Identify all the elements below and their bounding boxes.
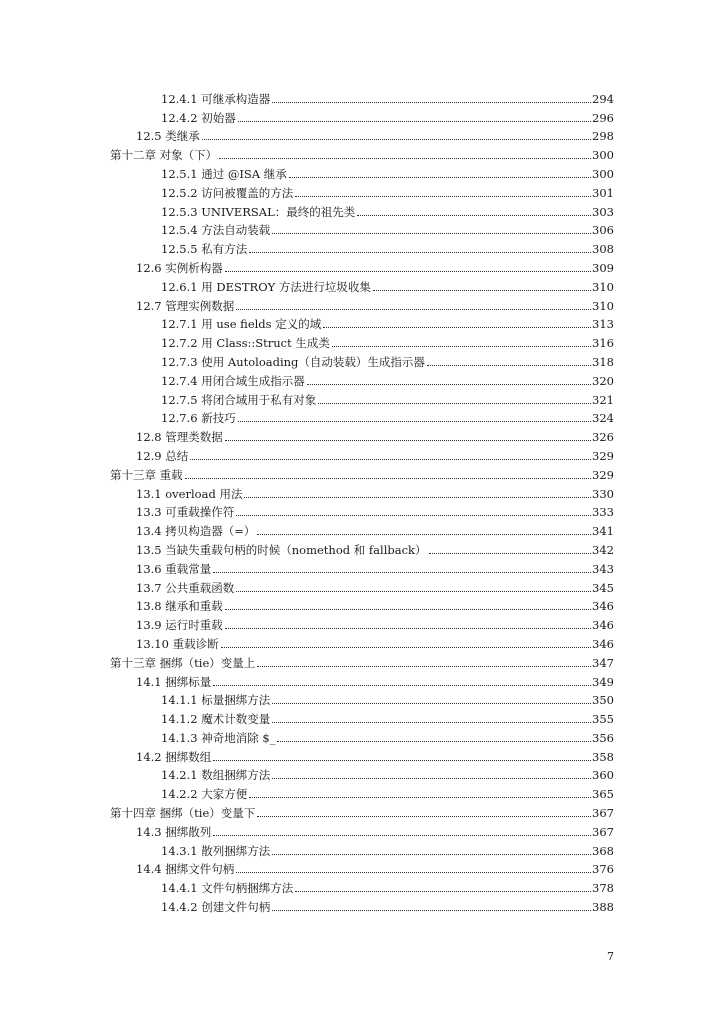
toc-entry-title: 12.5 类继承 <box>136 129 200 144</box>
toc-entry[interactable] <box>0 125 724 144</box>
toc-entry-page: 342 <box>592 542 614 557</box>
toc-dot-leader <box>202 138 591 140</box>
toc-entry[interactable] <box>0 162 724 181</box>
toc-entry[interactable] <box>0 595 724 614</box>
toc-dot-leader <box>213 571 591 573</box>
toc-entry-title: 13.6 重载常量 <box>136 561 212 576</box>
toc-dot-leader <box>225 270 591 272</box>
toc-entry-title: 13.10 重载诊断 <box>136 636 219 651</box>
toc-entry[interactable] <box>0 87 724 106</box>
toc-entry[interactable] <box>0 275 724 294</box>
toc-entry-page: 330 <box>592 486 614 501</box>
toc-dot-leader <box>190 458 591 460</box>
toc-entry-page: 303 <box>592 204 614 219</box>
toc-entry[interactable] <box>0 576 724 595</box>
toc-entry-page: 316 <box>592 336 614 351</box>
toc-entry-title: 12.4.1 可继承构造器 <box>161 91 271 106</box>
toc-dot-leader <box>318 402 591 404</box>
toc-entry-title: 13.5 当缺失重载句柄的时候（nomethod 和 fallback） <box>136 542 427 557</box>
toc-entry-page: 378 <box>592 881 614 896</box>
toc-entry-title: 12.7.1 用 use fields 定义的域 <box>161 317 322 332</box>
toc-entry[interactable] <box>0 313 724 332</box>
toc-entry-page: 310 <box>592 279 614 294</box>
toc-entry-page: 294 <box>592 91 614 106</box>
toc-entry-page: 326 <box>592 430 614 445</box>
toc-entry-title: 14.1.2 魔术计数变量 <box>161 712 271 727</box>
toc-dot-leader <box>225 608 591 610</box>
toc-entry-title: 13.1 overload 用法 <box>136 486 243 501</box>
toc-dot-leader <box>221 646 591 648</box>
toc-entry-title: 12.5.2 访问被覆盖的方法 <box>161 185 294 200</box>
toc-entry-page: 376 <box>592 862 614 877</box>
toc-entry-page: 298 <box>592 129 614 144</box>
toc-entry[interactable] <box>0 689 724 708</box>
toc-entry-title: 14.4 捆绑文件句柄 <box>136 862 235 877</box>
toc-entry[interactable] <box>0 519 724 538</box>
toc-dot-leader <box>272 909 591 911</box>
toc-entry-title: 13.4 拷贝构造器（=） <box>136 524 256 539</box>
toc-dot-leader <box>427 364 591 366</box>
toc-entry-title: 14.3 捆绑散列 <box>136 824 212 839</box>
toc-entry-title: 12.7.2 用 Class::Struct 生成类 <box>161 336 330 351</box>
toc-entry-page: 367 <box>592 824 614 839</box>
toc-entry-page: 320 <box>592 373 614 388</box>
table-of-contents <box>0 87 724 914</box>
toc-entry-title: 14.1.1 标量捆绑方法 <box>161 693 271 708</box>
toc-entry-title: 14.2.1 数组捆绑方法 <box>161 768 271 783</box>
toc-dot-leader <box>238 420 591 422</box>
toc-entry[interactable] <box>0 106 724 125</box>
toc-dot-leader <box>332 345 591 347</box>
toc-entry-title: 14.1.3 神奇地消除 $_ <box>161 730 276 745</box>
toc-entry-title: 12.5.3 UNIVERSAL：最终的祖先类 <box>161 204 356 219</box>
toc-entry-title: 12.4.2 初始器 <box>161 110 236 125</box>
toc-entry-page: 324 <box>592 411 614 426</box>
toc-entry[interactable] <box>0 444 724 463</box>
toc-entry[interactable] <box>0 181 724 200</box>
toc-entry-title: 13.9 运行时重载 <box>136 618 223 633</box>
toc-entry[interactable] <box>0 557 724 576</box>
toc-entry[interactable] <box>0 369 724 388</box>
toc-entry-title: 14.2.2 大家方便 <box>161 787 248 802</box>
toc-entry[interactable] <box>0 707 724 726</box>
toc-entry-title: 12.5.1 通过 @ISA 继承 <box>161 166 287 181</box>
toc-entry-page: 343 <box>592 561 614 576</box>
toc-entry-page: 345 <box>592 580 614 595</box>
toc-entry-title: 12.6.1 用 DESTROY 方法进行垃圾收集 <box>161 279 371 294</box>
toc-entry-page: 321 <box>592 392 614 407</box>
toc-entry[interactable] <box>0 388 724 407</box>
toc-entry[interactable] <box>0 820 724 839</box>
toc-entry-page: 346 <box>592 636 614 651</box>
toc-entry[interactable] <box>0 613 724 632</box>
toc-entry-page: 313 <box>592 317 614 332</box>
toc-entry[interactable] <box>0 651 724 670</box>
toc-entry[interactable] <box>0 463 724 482</box>
toc-dot-leader <box>295 195 591 197</box>
toc-entry[interactable] <box>0 670 724 689</box>
toc-dot-leader <box>272 853 591 855</box>
toc-entry-title: 13.3 可重载操作符 <box>136 505 235 520</box>
toc-entry[interactable] <box>0 801 724 820</box>
toc-entry-page: 309 <box>592 260 614 275</box>
toc-dot-leader <box>238 120 591 122</box>
toc-dot-leader <box>257 815 591 817</box>
toc-entry-page: 355 <box>592 712 614 727</box>
toc-dot-leader <box>236 308 591 310</box>
toc-entry[interactable] <box>0 501 724 520</box>
toc-dot-leader <box>236 871 591 873</box>
toc-entry[interactable] <box>0 764 724 783</box>
toc-entry-page: 318 <box>592 354 614 369</box>
toc-entry-page: 356 <box>592 730 614 745</box>
toc-entry-page: 296 <box>592 110 614 125</box>
toc-entry-page: 300 <box>592 166 614 181</box>
toc-dot-leader <box>236 514 591 516</box>
toc-entry-page: 368 <box>592 843 614 858</box>
toc-entry-page: 349 <box>592 674 614 689</box>
toc-entry[interactable] <box>0 294 724 313</box>
toc-entry[interactable] <box>0 331 724 350</box>
toc-dot-leader <box>213 684 591 686</box>
toc-dot-leader <box>257 665 591 667</box>
toc-dot-leader <box>219 157 591 159</box>
toc-dot-leader <box>213 834 591 836</box>
toc-entry[interactable] <box>0 745 724 764</box>
toc-entry-title: 第十二章 对象（下） <box>110 148 218 163</box>
toc-entry-page: 358 <box>592 749 614 764</box>
toc-entry-page: 310 <box>592 298 614 313</box>
toc-dot-leader <box>289 176 591 178</box>
toc-entry-title: 第十三章 捆绑（tie）变量上 <box>110 655 256 670</box>
toc-dot-leader <box>249 796 591 798</box>
toc-entry[interactable] <box>0 726 724 745</box>
toc-dot-leader <box>272 232 591 234</box>
toc-entry[interactable] <box>0 350 724 369</box>
toc-dot-leader <box>307 383 591 385</box>
toc-dot-leader <box>295 890 591 892</box>
toc-entry-page: 365 <box>592 787 614 802</box>
toc-entry[interactable] <box>0 219 724 238</box>
toc-entry-page: 329 <box>592 467 614 482</box>
toc-entry-title: 12.6 实例析构器 <box>136 260 223 275</box>
toc-entry[interactable] <box>0 407 724 426</box>
toc-entry-title: 12.7 管理实例数据 <box>136 298 235 313</box>
toc-dot-leader <box>244 496 591 498</box>
toc-entry-page: 388 <box>592 900 614 915</box>
toc-entry-title: 12.7.6 新技巧 <box>161 411 236 426</box>
toc-entry-title: 第十四章 捆绑（tie）变量下 <box>110 806 256 821</box>
toc-entry[interactable] <box>0 237 724 256</box>
toc-dot-leader <box>185 477 591 479</box>
toc-entry[interactable] <box>0 895 724 914</box>
toc-entry-title: 12.5.4 方法自动装载 <box>161 223 271 238</box>
toc-entry[interactable] <box>0 482 724 501</box>
toc-entry-page: 333 <box>592 505 614 520</box>
toc-entry[interactable] <box>0 200 724 219</box>
toc-entry-page: 350 <box>592 693 614 708</box>
toc-dot-leader <box>213 759 591 761</box>
toc-entry[interactable] <box>0 782 724 801</box>
toc-entry-title: 第十三章 重载 <box>110 467 183 482</box>
toc-entry-page: 308 <box>592 242 614 257</box>
toc-entry-title: 14.4.1 文件句柄捆绑方法 <box>161 881 294 896</box>
toc-dot-leader <box>272 721 591 723</box>
toc-entry-page: 360 <box>592 768 614 783</box>
toc-dot-leader <box>225 627 591 629</box>
toc-dot-leader <box>429 552 592 554</box>
toc-dot-leader <box>277 740 591 742</box>
page-number: 7 <box>607 950 614 963</box>
toc-entry[interactable] <box>0 876 724 895</box>
toc-entry-title: 12.7.5 将闭合域用于私有对象 <box>161 392 317 407</box>
toc-dot-leader <box>272 101 591 103</box>
toc-entry[interactable] <box>0 632 724 651</box>
toc-entry[interactable] <box>0 256 724 275</box>
toc-entry-title: 14.3.1 散列捆绑方法 <box>161 843 271 858</box>
toc-entry-title: 14.2 捆绑数组 <box>136 749 212 764</box>
toc-entry-title: 12.5.5 私有方法 <box>161 242 248 257</box>
toc-dot-leader <box>373 289 591 291</box>
toc-dot-leader <box>323 326 591 328</box>
toc-entry-title: 12.7.3 使用 Autoloading（自动装载）生成指示器 <box>161 354 425 369</box>
toc-dot-leader <box>272 777 591 779</box>
toc-entry-page: 306 <box>592 223 614 238</box>
toc-entry-page: 346 <box>592 618 614 633</box>
toc-entry-page: 301 <box>592 185 614 200</box>
toc-entry-title: 12.9 总结 <box>136 448 189 463</box>
toc-entry-page: 329 <box>592 448 614 463</box>
toc-entry[interactable] <box>0 858 724 877</box>
toc-entry-page: 341 <box>592 524 614 539</box>
toc-entry-title: 14.4.2 创建文件句柄 <box>161 900 271 915</box>
toc-entry-page: 367 <box>592 806 614 821</box>
toc-entry-title: 13.7 公共重载函数 <box>136 580 235 595</box>
toc-entry-title: 12.7.4 用闭合域生成指示器 <box>161 373 305 388</box>
toc-entry[interactable] <box>0 538 724 557</box>
toc-entry-title: 12.8 管理类数据 <box>136 430 223 445</box>
toc-entry-title: 14.1 捆绑标量 <box>136 674 212 689</box>
toc-dot-leader <box>272 702 591 704</box>
toc-entry-page: 347 <box>592 655 614 670</box>
toc-entry-page: 346 <box>592 599 614 614</box>
toc-entry-title: 13.8 继承和重载 <box>136 599 223 614</box>
toc-dot-leader <box>249 251 591 253</box>
toc-entry[interactable] <box>0 425 724 444</box>
toc-dot-leader <box>236 590 591 592</box>
toc-dot-leader <box>225 439 591 441</box>
toc-entry[interactable] <box>0 143 724 162</box>
toc-entry-page: 300 <box>592 148 614 163</box>
toc-dot-leader <box>357 214 591 216</box>
toc-dot-leader <box>257 533 591 535</box>
toc-entry[interactable] <box>0 839 724 858</box>
